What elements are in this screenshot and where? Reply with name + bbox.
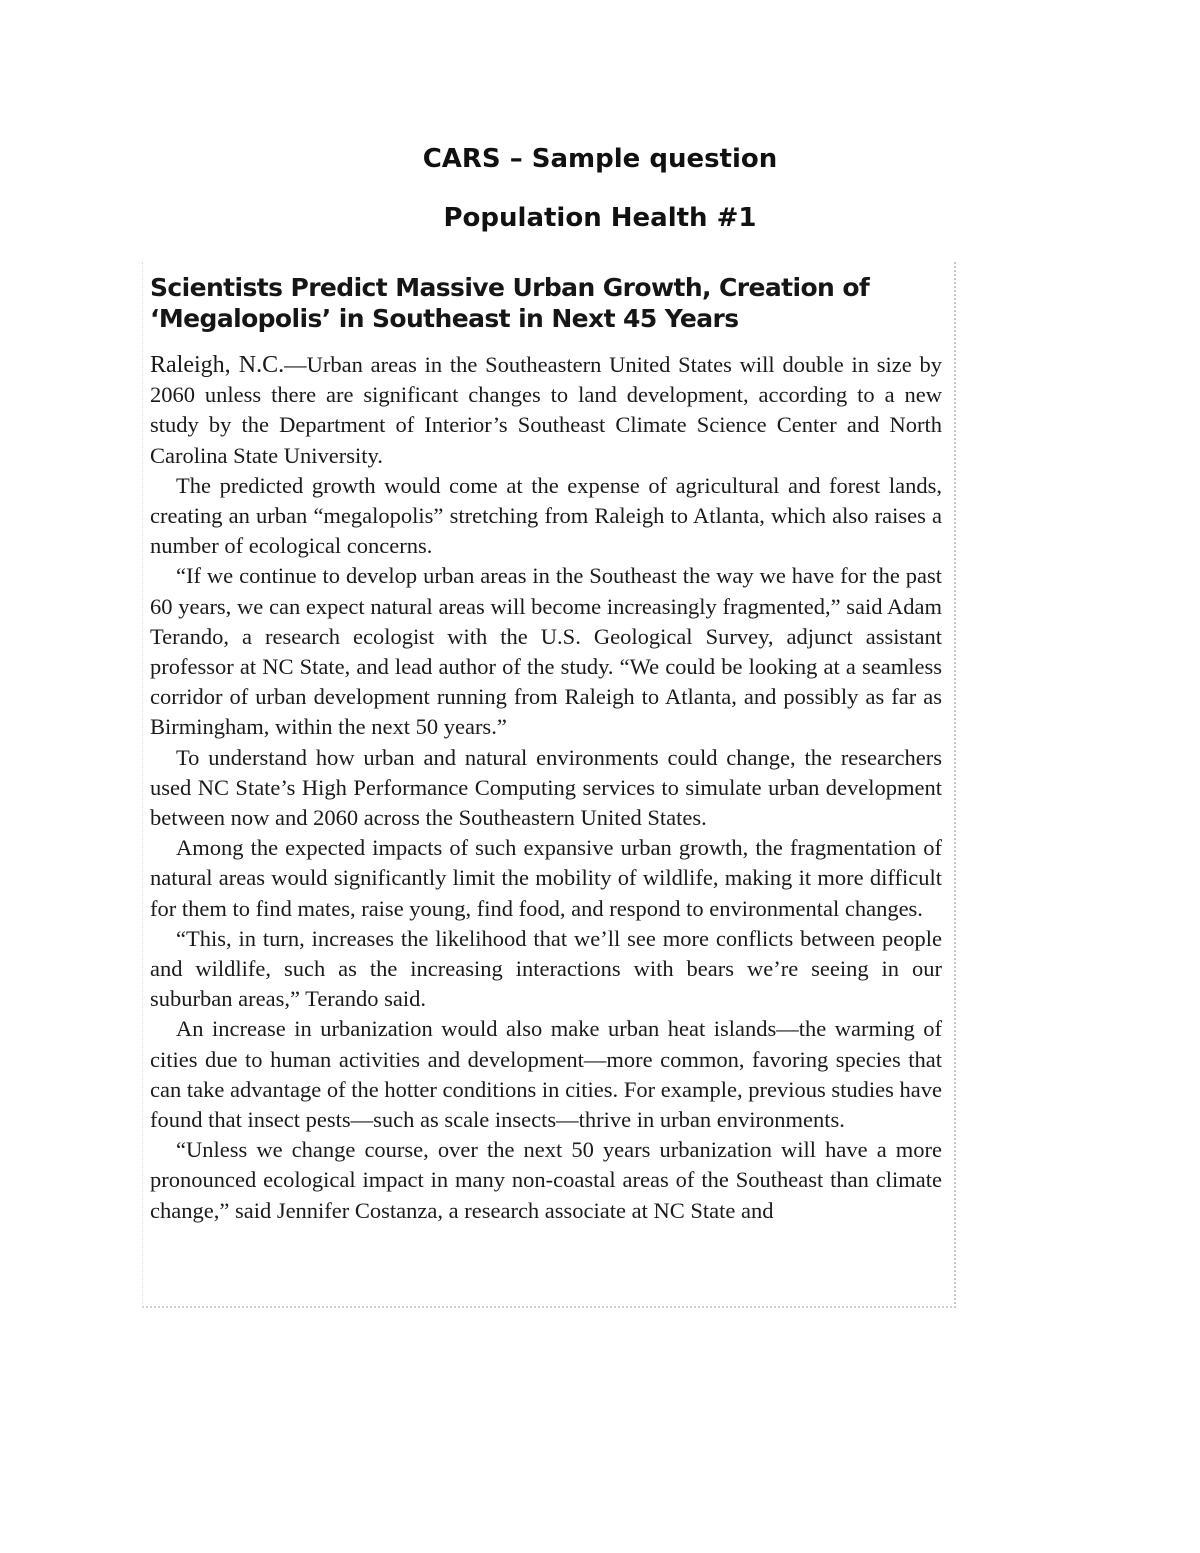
article-dateline: Raleigh, N.C. — [150, 352, 285, 378]
paragraph-text: —Urban areas in the Southeastern United States will double in size by 2060 unless there are significant changes to land development, according to a new study by the Department of Interior’s Southeast Climate Science Center and North Carolina State University. — [150, 352, 942, 468]
article-paragraph: “If we continue to develop urban areas in the Southeast the way we have for the past 60 years, we can expect natural areas will become increasingly fragmented,” said Adam Terando, a research ecologist with the U.S. Geological Survey, adjunct assistant professor at NC State, and lead author of the study. “We could be looking at a seamless corridor of urban development running from Raleigh to Atlanta, and possibly as far as Birmingham, within the next 50 years.” — [150, 563, 942, 740]
article-paragraph: To understand how urban and natural environments could change, the researchers used NC State’s High Performance Computing services to simulate urban development between now and 2060 across the Southeastern United States. — [150, 744, 942, 831]
article-paragraph: Among the expected impacts of such expansive urban growth, the fragmentation of natural areas would significantly limit the mobility of wildlife, making it more difficult for them to find mates, raise young, find food, and respond to environmental changes. — [150, 835, 942, 921]
article-headline: Scientists Predict Massive Urban Growth, Creation of ‘Megalopolis’ in Southeast in Next 45 Years — [150, 273, 870, 333]
page-subtitle: Population Health #1 — [443, 203, 757, 233]
article-body — [150, 350, 942, 1226]
article-paragraph: “Unless we change course, over the next 50 years urbanization will have a more pronounced ecological impact in many non-coastal areas of the Southeast than climate change,” said Jennifer Costanza, a research associate at NC State and — [150, 1137, 942, 1223]
page-title: CARS – Sample question — [422, 144, 778, 174]
article-paragraph — [150, 350, 942, 471]
article-paragraph: An increase in urbanization would also make urban heat islands—the warming of cities due to human activities and development—more common, favoring species that can take advantage of the hotter conditions in cities. For example, previous studies have found that insect pests—such as scale insects—thrive in urban environments. — [150, 1016, 942, 1133]
article-paragraph: “This, in turn, increases the likelihood that we’ll see more conflicts between people and wildlife, such as the increasing interactions with bears we’re seeing in our suburban areas,” Terando said. — [150, 925, 942, 1012]
article-paragraph: The predicted growth would come at the expense of agricultural and forest lands, creating an urban “megalopolis” stretching from Raleigh to Atlanta, which also raises a number of ecological concerns. — [150, 472, 942, 559]
